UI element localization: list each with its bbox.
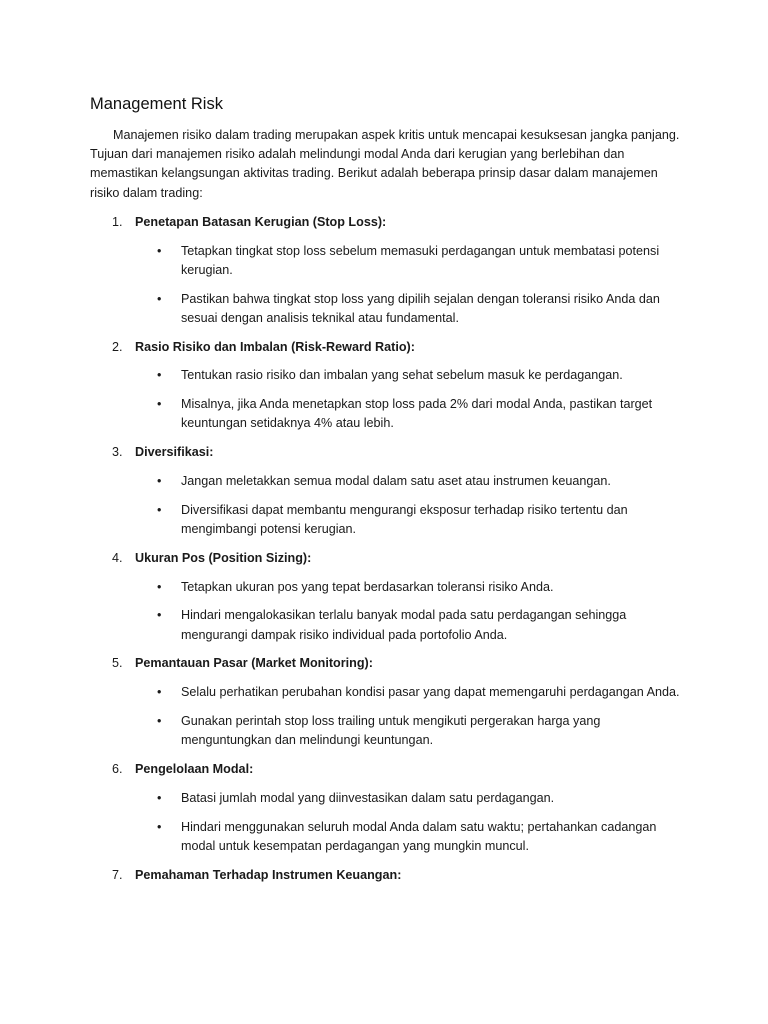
principle-title: Rasio Risiko dan Imbalan (Risk-Reward Ratio): [135, 339, 415, 354]
principle-bullet-list [90, 366, 690, 433]
bullet-item [90, 789, 690, 808]
principle-number: 7. [112, 867, 123, 882]
bullet-item [90, 472, 690, 491]
bullet-dot-icon: • [157, 502, 162, 517]
principle-heading [90, 654, 690, 673]
principle-item [90, 549, 690, 645]
principle-title: Diversifikasi: [135, 445, 214, 460]
principle-number: 3. [112, 445, 123, 460]
bullet-dot-icon: • [157, 368, 162, 383]
bullet-text: Selalu perhatikan perubahan kondisi pasar yang dapat memengaruhi perdagangan Anda. [181, 685, 680, 700]
bullet-item [90, 683, 690, 702]
document-title: Management Risk [90, 95, 223, 113]
principle-item [90, 654, 690, 750]
bullet-dot-icon: • [157, 243, 162, 258]
principle-item [90, 866, 690, 885]
principle-item [90, 338, 690, 434]
principle-number: 2. [112, 339, 123, 354]
bullet-text: Pastikan bahwa tingkat stop loss yang dipilih sejalan dengan toleransi risiko Anda dan sesuai dengan analisis teknikal atau fundamental. [181, 291, 660, 325]
bullet-item [90, 290, 690, 328]
principle-bullet-list [90, 472, 690, 539]
bullet-item [90, 606, 690, 644]
principle-item [90, 760, 690, 856]
bullet-dot-icon: • [157, 579, 162, 594]
principle-item [90, 443, 690, 539]
principle-title: Pemahaman Terhadap Instrumen Keuangan: [135, 867, 402, 882]
principle-heading [90, 549, 690, 568]
document-page [90, 92, 690, 894]
bullet-dot-icon: • [157, 685, 162, 700]
principle-title: Pemantauan Pasar (Market Monitoring): [135, 656, 373, 671]
bullet-text: Tetapkan tingkat stop loss sebelum memasuki perdagangan untuk membatasi potensi kerugian. [181, 243, 660, 277]
bullet-text: Tetapkan ukuran pos yang tepat berdasarkan toleransi risiko Anda. [181, 579, 554, 594]
principle-number: 1. [112, 214, 123, 229]
bullet-text: Jangan meletakkan semua modal dalam satu aset atau instrumen keuangan. [181, 474, 611, 488]
principle-number: 4. [112, 550, 123, 565]
principle-number: 5. [112, 656, 123, 671]
principle-heading [90, 760, 690, 779]
principle-bullet-list [90, 789, 690, 856]
principle-heading [90, 866, 690, 885]
principle-item [90, 213, 690, 328]
intro-paragraph: Manajemen risiko dalam trading merupakan aspek kritis untuk mencapai kesuksesan jangka panjang. Tujuan dari manajemen risiko adalah melindungi modal Anda dari kerugian yang berlebihan dan memastikan kelangsungan aktivitas trading. Berikut adalah beberapa prinsip dasar dalam manajemen risiko dalam trading: [90, 128, 680, 200]
principle-bullet-list [90, 578, 690, 645]
bullet-dot-icon: • [157, 397, 162, 412]
bullet-item [90, 712, 690, 750]
bullet-dot-icon: • [157, 291, 162, 306]
principle-title: Pengelolaan Modal: [135, 761, 254, 776]
bullet-text: Batasi jumlah modal yang diinvestasikan dalam satu perdagangan. [181, 790, 555, 805]
bullet-dot-icon: • [157, 790, 162, 805]
principle-heading [90, 338, 690, 357]
bullet-text: Misalnya, jika Anda menetapkan stop loss pada 2% dari modal Anda, pastikan target keuntungan setidaknya 4% atau lebih. [181, 397, 653, 431]
principle-heading [90, 443, 690, 462]
principle-bullet-list [90, 683, 690, 750]
principle-title: Ukuran Pos (Position Sizing): [135, 550, 312, 565]
bullet-dot-icon: • [157, 819, 162, 834]
bullet-dot-icon: • [157, 608, 162, 623]
bullet-text: Gunakan perintah stop loss trailing untuk mengikuti pergerakan harga yang menguntungkan dan melindungi keuntungan. [181, 713, 601, 748]
bullet-item [90, 818, 690, 856]
principle-number: 6. [112, 761, 123, 776]
bullet-item [90, 366, 690, 385]
bullet-item [90, 242, 690, 280]
principle-bullet-list [90, 242, 690, 328]
bullet-text: Hindari menggunakan seluruh modal Anda dalam satu waktu; pertahankan cadangan modal untuk kesempatan perdagangan yang mungkin muncul. [181, 819, 657, 853]
bullet-dot-icon: • [157, 713, 162, 728]
principle-title: Penetapan Batasan Kerugian (Stop Loss): [135, 214, 387, 229]
bullet-text: Diversifikasi dapat membantu mengurangi eksposur terhadap risiko tertentu dan mengimbangi potensi kerugian. [181, 502, 628, 536]
bullet-dot-icon: • [157, 474, 162, 488]
principles-list [90, 213, 690, 885]
principle-heading [90, 213, 690, 232]
bullet-text: Hindari mengalokasikan terlalu banyak modal pada satu perdagangan sehingga mengurangi dampak risiko individual pada portofolio Anda. [181, 608, 627, 642]
bullet-item [90, 578, 690, 597]
bullet-item [90, 395, 690, 433]
bullet-text: Tentukan rasio risiko dan imbalan yang sehat sebelum masuk ke perdagangan. [181, 368, 623, 383]
bullet-item [90, 501, 690, 539]
